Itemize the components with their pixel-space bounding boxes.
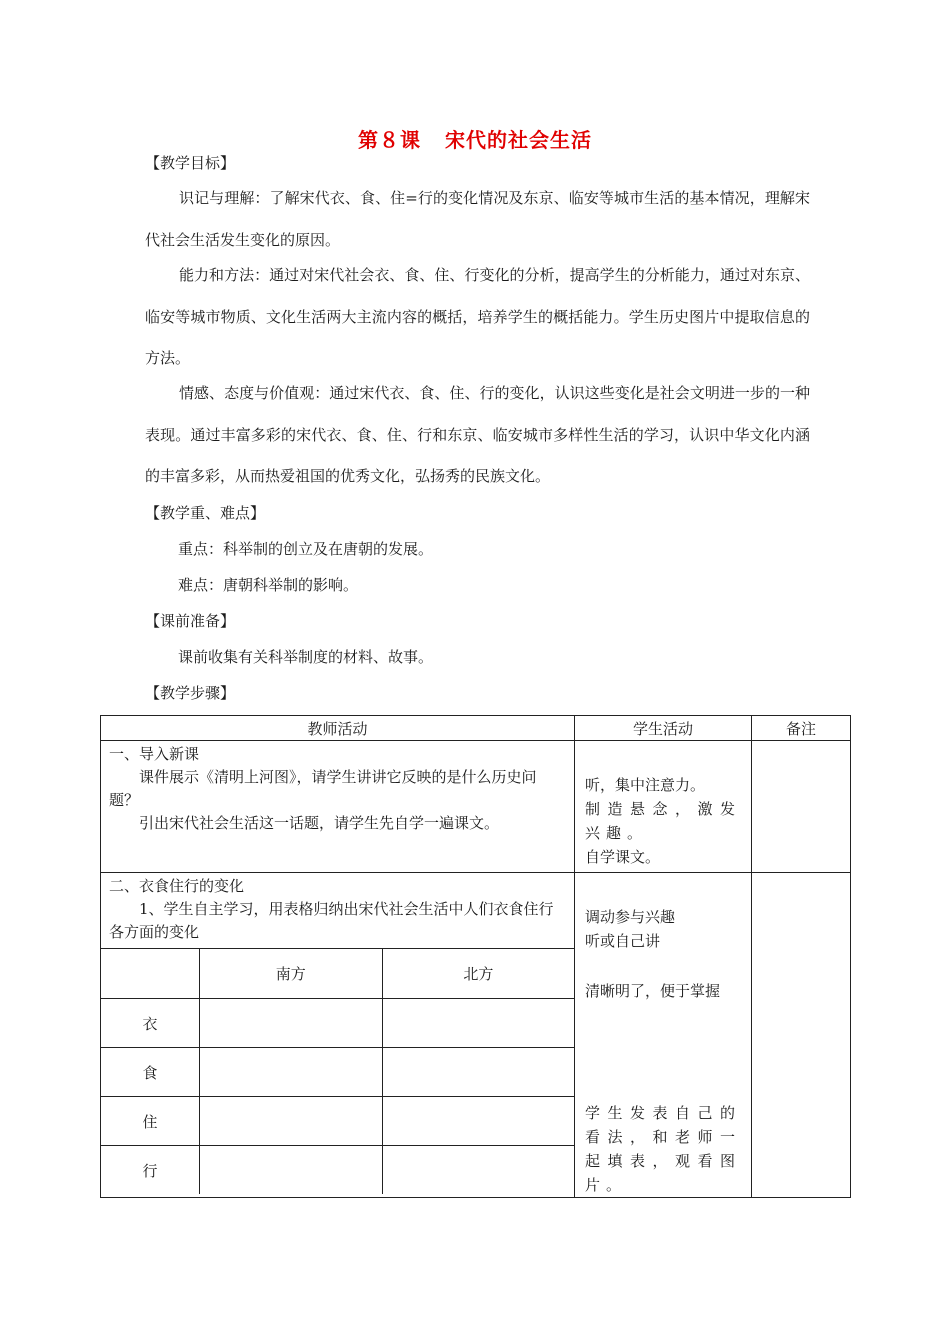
inner-cell[interactable]	[382, 1097, 574, 1146]
step-text: 课件展示《清明上河图》，请学生讲讲它反映的是什么历史问题？	[109, 768, 537, 809]
section-objectives: 【教学目标】	[145, 154, 236, 172]
objective-ability: 能力和方法：通过对宋代社会衣、食、住、行变化的分析，提高学生的分析能力，通过对东京、临安等城市物质、文化生活两大主流内容的概括，培养学生的概括能力。学生历史图片中提取信息的方法。	[145, 266, 810, 367]
student-activity: 学生发表自己的看法，和老师一起填表，观看图片。	[585, 1104, 741, 1194]
step-text: 引出宋代社会生活这一话题，请学生先自学一遍课文。	[139, 814, 500, 832]
section-steps: 【教学步骤】	[145, 684, 236, 702]
student-activity: 自学课文。	[585, 848, 661, 866]
student-cell	[575, 741, 752, 873]
student-activity: 清晰明了，便于掌握	[585, 982, 721, 1000]
header-teacher: 教师活动	[101, 716, 575, 741]
inner-cell[interactable]	[199, 1097, 382, 1146]
inner-row-label: 住	[101, 1097, 199, 1146]
inner-header-north: 北方	[382, 949, 574, 999]
inner-header-south: 南方	[199, 949, 382, 999]
inner-row-label: 食	[101, 1048, 199, 1097]
inner-header-blank	[101, 949, 199, 999]
inner-cell[interactable]	[199, 1048, 382, 1097]
student-cell	[575, 873, 752, 1198]
student-activity: 制造悬念，激发兴趣。	[585, 800, 741, 842]
objective-emotion: 情感、态度与价值观：通过宋代衣、食、住、行的变化，认识这些变化是社会文明进一步的一种表现。通过丰富多彩的宋代衣、食、住、行和东京、临安城市多样性生活的学习，认识中华文化内涵的丰富多彩，从而热爱祖国的优秀文化，弘扬秀的民族文化。	[145, 384, 810, 485]
inner-cell[interactable]	[382, 999, 574, 1048]
inner-cell[interactable]	[382, 1146, 574, 1195]
table-row	[101, 741, 851, 873]
table-row	[101, 873, 851, 1198]
teacher-cell	[101, 873, 575, 1198]
change-summary-table	[101, 948, 574, 1194]
header-notes: 备注	[752, 716, 851, 741]
teacher-cell	[101, 741, 575, 873]
page-title	[0, 124, 950, 153]
inner-cell[interactable]	[199, 1146, 382, 1195]
step-title: 二、衣食住行的变化	[109, 877, 245, 895]
inner-row-label: 行	[101, 1146, 199, 1195]
inner-row-label: 衣	[101, 999, 199, 1048]
lesson-steps-table	[100, 715, 851, 1198]
student-activity: 调动参与兴趣	[585, 908, 676, 926]
lesson-number: 第８课	[358, 128, 421, 152]
inner-cell[interactable]	[199, 999, 382, 1048]
section-preparation: 【课前准备】	[145, 612, 236, 630]
student-activity: 听，集中注意力。	[585, 776, 706, 794]
objective-knowledge: 识记与理解：了解宋代衣、食、住=行的变化情况及东京、临安等城市生活的基本情况，理解宋代社会生活发生变化的原因。	[145, 189, 810, 249]
inner-cell[interactable]	[382, 1048, 574, 1097]
preparation-text: 课前收集有关科举制度的材料、故事。	[178, 648, 434, 666]
step-text: 1、学生自主学习，用表格归纳出宋代社会生活中人们衣食住行各方面的变化	[109, 900, 554, 941]
notes-cell	[752, 741, 851, 873]
difficult-point: 难点：唐朝科举制的影响。	[178, 576, 359, 594]
header-student: 学生活动	[575, 716, 752, 741]
notes-cell	[752, 873, 851, 1198]
student-activity: 听或自己讲	[585, 932, 661, 950]
key-point: 重点：科举制的创立及在唐朝的发展。	[178, 540, 434, 558]
table-header-row	[101, 716, 851, 741]
lesson-name: 宋代的社会生活	[445, 128, 592, 152]
section-key-points: 【教学重、难点】	[145, 504, 266, 522]
step-title: 一、导入新课	[109, 745, 200, 763]
